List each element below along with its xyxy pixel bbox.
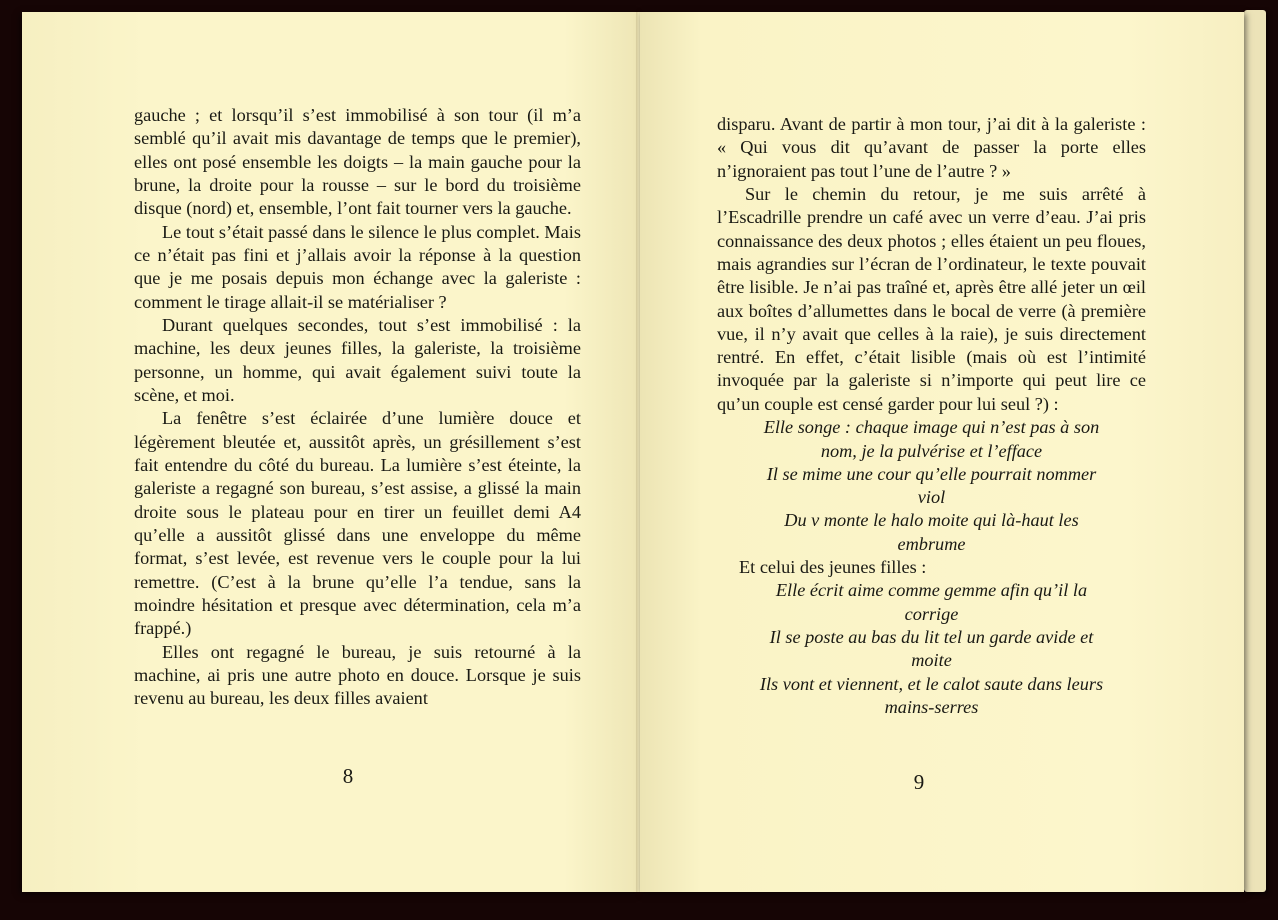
paragraph: La fenêtre s’est éclairée d’une lumière douce et légèrement bleutée et, aussitôt après, un grésillement s’est fait entendre du côté du bureau. La lumière s’est éteinte, la galeriste a regagné son bureau, s’est assise, a glissé la main droite sous le plateau pour en tirer un feuillet demi A4 qu’elle a aussitôt glissé dans une enveloppe du même format, s’est levée, est revenue vers le couple pour la lui remettre. (C’est à la brune qu’elle l’a tendue, sans la moindre hésitation et presque avec détermination, cela m’a frappé.) (134, 408, 581, 639)
verse-line: Il se mime une cour qu’elle pourrait nommer (766, 463, 1097, 484)
paragraph: Sur le chemin du retour, je me suis arrêté à l’Escadrille prendre un café avec un verre d’eau. J’ai pris connaissance des deux photos ; elles étaient un peu floues, mais agrandies sur l’écran de l’ordinateur, le texte pouvait être lisible. Je n’ai pas traîné et, après être allé jeter un œil aux boîtes d’allumettes dans le bocal de verre (à première vue, il n’y avait que celles à la raie), je suis directement rentré. En effet, c’était lisible (mais où est l’intimité invoquée par la galeriste si n’importe qui peut lire ce qu’un couple est censé garder pour lui seul ?) : (717, 184, 1146, 414)
verse-intro: Et celui des jeunes filles : (739, 557, 927, 578)
verse-line: embrume (897, 533, 966, 554)
paragraph: Le tout s’était passé dans le silence le plus complet. Mais ce n’était pas fini et j’allais avoir la réponse à la question que je me posais depuis mon échange avec la galeriste : comment le tirage allait-il se matérialiser ? (134, 221, 581, 312)
verse-line: Ils vont et viennent, et le calot saute dans leurs (759, 673, 1104, 694)
back-sheet (1244, 10, 1266, 892)
verse-line: Elle songe : chaque image qui n’est pas à son (763, 417, 1100, 438)
page-number: 8 (342, 764, 354, 788)
paragraph: Elles ont regagné le bureau, je suis retourné à la machine, ai pris une autre photo en douce. Lorsque je suis revenu au bureau, les deux filles avaient (134, 641, 581, 709)
verse-line: moite (911, 650, 952, 671)
verse-line: Elle écrit aime comme gemme afin qu’il la (775, 580, 1088, 601)
verse-line: corrige (904, 603, 959, 624)
paragraph: gauche ; et lorsqu’il s’est immobilisé à son tour (il m’a semblé qu’il avait mis davantage de temps que le premier), elles ont posé ensemble les doigts – la main gauche pour la brune, la droite pour la rousse – sur le bord du troisième disque (nord) et, ensemble, l’ont fait tourner vers la gauche. (134, 105, 581, 219)
page-number: 9 (913, 770, 925, 794)
left-page (22, 12, 638, 892)
right-page (640, 12, 1244, 892)
verse-line: Il se poste au bas du lit tel un garde avide et (769, 626, 1094, 647)
verse-line: viol (917, 487, 946, 508)
verse-line: mains-serres (884, 696, 979, 717)
paragraph: disparu. Avant de partir à mon tour, j’ai dit à la galeriste : « Qui vous dit qu’avant de passer la porte elles n’ignoraient pas tout l’une de l’autre ? » (717, 114, 1146, 181)
paragraph: Durant quelques secondes, tout s’est immobilisé : la machine, les deux jeunes filles, la galeriste, la troisième personne, un homme, qui avait également suivi toute la scène, et moi. (134, 315, 581, 405)
verse-line: nom, je la pulvérise et l’efface (820, 440, 1043, 461)
left-page-text (134, 104, 581, 711)
right-page-text (717, 113, 1146, 719)
verse-line: Du v monte le halo moite qui là-haut les (784, 510, 1079, 531)
